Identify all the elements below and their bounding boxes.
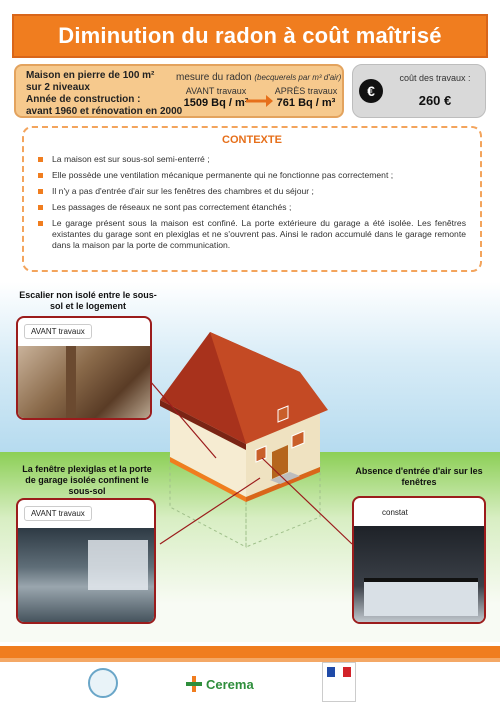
illustration-scene: [0, 282, 500, 642]
partner-logo-icon: [88, 668, 118, 698]
footer-stripe: [0, 646, 500, 658]
house-line-2: sur 2 niveaux: [26, 82, 90, 93]
context-box: [22, 126, 482, 272]
window-caption: La fenêtre plexiglas et la porte de garage isolée confinent le sous-sol: [22, 464, 152, 496]
context-list: [36, 154, 466, 251]
bullet-icon: [38, 189, 43, 194]
window-photo: [16, 498, 156, 624]
beam-shape: [66, 346, 76, 420]
house-line-1: Maison en pierre de 100 m²: [26, 70, 155, 81]
footer: [0, 646, 500, 708]
house-info-box: [14, 64, 344, 118]
measure-after: [266, 86, 346, 109]
before-label: AVANT travaux: [185, 86, 247, 96]
cost-label: coût des travaux :: [399, 73, 471, 83]
context-item: [36, 154, 466, 165]
cerema-name: Cerema: [206, 676, 254, 692]
bullet-icon: [38, 221, 43, 226]
context-item-text: Les passages de réseaux ne sont pas correctement étanchés ;: [52, 202, 292, 212]
context-item-text: Elle possède une ventilation mécanique permanente qui ne fonctionne pas correctement ;: [52, 170, 394, 180]
euro-icon: €: [359, 79, 383, 103]
context-item: [36, 186, 466, 197]
cerema-logo-icon: [186, 676, 202, 692]
context-item: [36, 218, 466, 251]
window-pane-shape: [364, 578, 478, 616]
air-photo: [352, 496, 486, 624]
measure-values: [176, 86, 346, 114]
measure-title: [176, 72, 346, 83]
context-item-text: Le garage présent sous la maison est confiné. La porte extérieure du garage a été isolée. Les fenêtres existantes du garage sont en plexiglas et ne s'ouvrent pas. Ainsi le radon accumulé dans le garage remonte dans la maison par la porte de communication.: [52, 218, 466, 250]
stair-photo: [16, 316, 152, 420]
context-title: CONTEXTE: [222, 134, 282, 146]
plexiglas-window-shape: [88, 540, 148, 590]
air-caption: Absence d'entrée d'air sur les fenêtres: [355, 466, 483, 487]
context-item: [36, 170, 466, 181]
bullet-icon: [38, 157, 43, 162]
measure-unit: (becquerels par m³ d'air): [254, 73, 342, 82]
cerema-logo: [186, 676, 254, 692]
cost-value: 260 €: [418, 93, 452, 108]
before-value: 1509 Bq / m³: [183, 97, 249, 109]
house-description: [26, 70, 186, 118]
after-value: 761 Bq / m³: [276, 97, 336, 109]
stair-photo-image: [18, 346, 152, 420]
context-item-text: La maison est sur sous-sol semi-enterré ;: [52, 154, 210, 164]
stair-tag: AVANT travaux: [24, 324, 92, 339]
flag-icon: [327, 667, 351, 677]
radon-measure: [176, 72, 346, 114]
house-line-3: Année de construction :: [26, 94, 141, 105]
bullet-icon: [38, 173, 43, 178]
context-item-text: Il n'y a pas d'entrée d'air sur les fenêtres des chambres et du séjour ;: [52, 186, 314, 196]
cost-box: [352, 64, 486, 118]
window-tag: AVANT travaux: [24, 506, 92, 521]
house-line-4: avant 1960 et rénovation en 2000: [26, 106, 183, 117]
page-title: Diminution du radon à coût maîtrisé: [58, 23, 442, 48]
stair-caption: Escalier non isolé entre le sous-sol et le logement: [19, 290, 157, 311]
title-banner: [12, 14, 488, 58]
context-item: [36, 202, 466, 213]
after-label: APRÈS travaux: [274, 86, 338, 96]
measure-title-text: mesure du radon: [176, 72, 252, 83]
air-tag: constat: [376, 506, 414, 519]
ministry-logo: [322, 662, 356, 702]
bullet-icon: [38, 205, 43, 210]
footer-stripe-light: [0, 658, 500, 662]
